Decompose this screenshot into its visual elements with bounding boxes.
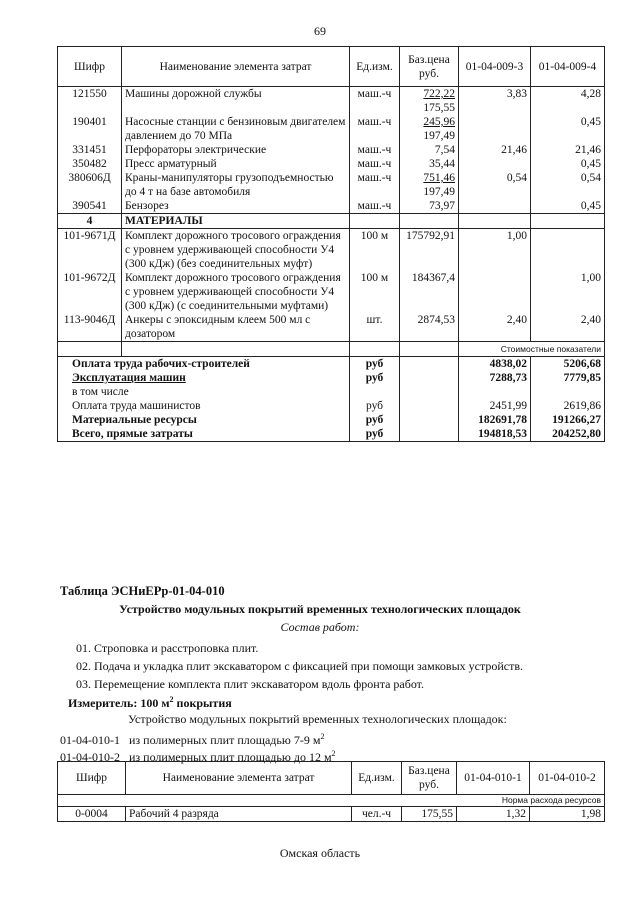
header-col-1: 01-04-010-1 bbox=[457, 762, 530, 795]
summary-unit: руб bbox=[350, 427, 400, 442]
work-item-2: 02. Подача и укладка плит экскаватором с фиксацией при помощи замковых устройств. bbox=[76, 659, 524, 673]
row-name: Краны-манипуляторы грузоподъемностью до 4 т на базе автомобиля bbox=[122, 171, 350, 199]
row-value-2: 21,46 bbox=[531, 143, 605, 157]
meter-line: Измеритель: 100 $м^2$ покрытия bbox=[68, 695, 232, 710]
price-secondary: 197,49 bbox=[423, 186, 455, 198]
row-unit: маш.-ч bbox=[350, 171, 400, 199]
summary-value-2: 191266,27 bbox=[531, 413, 605, 427]
material-row bbox=[58, 229, 605, 272]
row-code: 0-0004 bbox=[58, 807, 126, 822]
row-price: 175,55 bbox=[402, 807, 457, 822]
table2-subtitle: Устройство модульных покрытий временных технологических площадок bbox=[119, 602, 521, 616]
cost-table-1 bbox=[57, 46, 605, 442]
material-row bbox=[58, 313, 605, 342]
summary-row bbox=[58, 427, 605, 442]
summary-value-2: 7779,85 bbox=[531, 371, 605, 385]
summary-label bbox=[58, 357, 350, 372]
summary-value-1: 7288,73 bbox=[459, 371, 531, 385]
row-unit: маш.-ч bbox=[350, 157, 400, 171]
table2-header-row bbox=[58, 762, 605, 795]
header-price: Баз.цена руб. bbox=[400, 47, 459, 87]
row-value-1 bbox=[459, 271, 531, 313]
header-name: Наименование элемента затрат bbox=[122, 47, 350, 87]
summary-value-2: 2619,86 bbox=[531, 399, 605, 413]
summary-row bbox=[58, 385, 605, 399]
row-price bbox=[400, 171, 459, 199]
summary-label bbox=[58, 385, 350, 399]
row-unit: 100 м bbox=[350, 271, 400, 313]
summary-unit: руб bbox=[350, 413, 400, 427]
summary-unit: руб bbox=[350, 357, 400, 372]
table-row bbox=[58, 115, 605, 143]
price-secondary: 175,55 bbox=[423, 102, 455, 114]
price-value: 245,96 bbox=[423, 116, 455, 128]
row-name: Бензорез bbox=[122, 199, 350, 214]
variant-1: 01-04-010-1 из полимерных плит площадью 7-9 $м^2$ bbox=[60, 732, 325, 747]
row-value-1: 1,00 bbox=[459, 229, 531, 272]
summary-row bbox=[58, 399, 605, 413]
summary-value-2: 204252,80 bbox=[531, 427, 605, 442]
summary-row bbox=[58, 413, 605, 427]
row-price bbox=[400, 115, 459, 143]
description: Устройство модульных покрытий временных технологических площадок: bbox=[128, 712, 507, 726]
variant-2: 01-04-010-2 из полимерных плит площадью до 12 $м^2$ bbox=[60, 749, 336, 764]
summary-label-text: Эксплуатация машин bbox=[72, 372, 186, 384]
work-item-3: 03. Перемещение комплекта плит экскаватором вдоль фронта работ. bbox=[76, 677, 425, 691]
header-code: Шифр bbox=[58, 762, 126, 795]
row-code: 390541 bbox=[58, 199, 122, 214]
summary-label-text: Всего, прямые затраты bbox=[72, 428, 193, 440]
header-price: Баз.цена руб. bbox=[402, 762, 457, 795]
work-heading: Состав работ: bbox=[280, 620, 360, 634]
summary-row bbox=[58, 371, 605, 385]
row-name: Комплект дорожного тросового ограждения с уровнем удерживающей способности У4 (300 кДж) (с соединительными муфтами) bbox=[122, 271, 350, 313]
price-value: 722,22 bbox=[423, 88, 455, 100]
summary-unit: руб bbox=[350, 399, 400, 413]
header-unit: Ед.изм. bbox=[352, 762, 402, 795]
row-unit: чел.-ч bbox=[352, 807, 402, 822]
row-name: Пресс арматурный bbox=[122, 157, 350, 171]
row-price bbox=[400, 143, 459, 157]
row-value-1: 0,54 bbox=[459, 171, 531, 199]
header-name: Наименование элемента затрат bbox=[126, 762, 352, 795]
row-code: 380606Д bbox=[58, 171, 122, 199]
cost-indicators-label: Стоимостные показатели bbox=[459, 342, 605, 357]
row-value-2: 1,00 bbox=[531, 271, 605, 313]
table-header-row bbox=[58, 47, 605, 87]
row-value-1: 3,83 bbox=[459, 87, 531, 116]
footer-region: Омская область bbox=[279, 846, 361, 860]
row-name: Комплект дорожного тросового ограждения с уровнем удерживающей способности У4 (300 кДж) (без соединительных муфт) bbox=[122, 229, 350, 272]
table-row bbox=[58, 807, 605, 822]
row-unit: маш.-ч bbox=[350, 143, 400, 157]
section-row bbox=[58, 214, 605, 229]
row-unit: маш.-ч bbox=[350, 199, 400, 214]
row-code: 331451 bbox=[58, 143, 122, 157]
summary-unit bbox=[350, 385, 400, 399]
row-value-1 bbox=[459, 199, 531, 214]
row-value-2: 0,45 bbox=[531, 115, 605, 143]
header-unit: Ед.изм. bbox=[350, 47, 400, 87]
summary-label-text: в том числе bbox=[72, 386, 129, 398]
row-price bbox=[400, 157, 459, 171]
row-price: 2874,53 bbox=[400, 313, 459, 342]
cost-indicators-row bbox=[58, 342, 605, 357]
summary-value-1 bbox=[459, 385, 531, 399]
table2-title: Таблица ЭСНиЕРр-01-04-010 bbox=[60, 584, 225, 598]
row-value-2: 2,40 bbox=[531, 313, 605, 342]
summary-value-1: 2451,99 bbox=[459, 399, 531, 413]
row-value-2 bbox=[531, 229, 605, 272]
row-code: 350482 bbox=[58, 157, 122, 171]
table-row bbox=[58, 171, 605, 199]
row-value-2: 0,45 bbox=[531, 157, 605, 171]
summary-label-text: Оплата труда рабочих-строителей bbox=[72, 358, 250, 370]
row-price: 184367,4 bbox=[400, 271, 459, 313]
summary-row bbox=[58, 357, 605, 372]
summary-value-2: 5206,68 bbox=[531, 357, 605, 372]
summary-label-text: Материальные ресурсы bbox=[72, 414, 197, 426]
row-unit: шт. bbox=[350, 313, 400, 342]
row-value-1: 2,40 bbox=[459, 313, 531, 342]
header-col-2: 01-04-009-4 bbox=[531, 47, 605, 87]
table-row bbox=[58, 157, 605, 171]
table-row bbox=[58, 143, 605, 157]
row-name: Машины дорожной службы bbox=[122, 87, 350, 116]
row-name: Насосные станции с бензиновым двигателем давлением до 70 МПа bbox=[122, 115, 350, 143]
row-unit: маш.-ч bbox=[350, 115, 400, 143]
norm-row bbox=[58, 795, 605, 807]
row-value-2: 4,28 bbox=[531, 87, 605, 116]
summary-unit: руб bbox=[350, 371, 400, 385]
summary-value-1: 182691,78 bbox=[459, 413, 531, 427]
row-value-1: 21,46 bbox=[459, 143, 531, 157]
norm-label: Норма расхода ресурсов bbox=[58, 795, 605, 807]
row-value-2: 0,54 bbox=[531, 171, 605, 199]
row-code: 101-9671Д bbox=[58, 229, 122, 272]
page-number: 69 bbox=[314, 24, 326, 38]
summary-label-text: Оплата труда машинистов bbox=[72, 400, 201, 412]
row-code: 113-9046Д bbox=[58, 313, 122, 342]
row-unit: 100 м bbox=[350, 229, 400, 272]
row-price bbox=[400, 87, 459, 116]
row-value-1: 1,32 bbox=[457, 807, 530, 822]
table-row bbox=[58, 87, 605, 116]
row-code: 101-9672Д bbox=[58, 271, 122, 313]
row-name: Рабочий 4 разряда bbox=[126, 807, 352, 822]
price-value: 7,54 bbox=[434, 144, 455, 156]
row-code: 190401 bbox=[58, 115, 122, 143]
row-value-1 bbox=[459, 115, 531, 143]
resource-table-2 bbox=[57, 761, 605, 822]
work-item-1: 01. Строповка и расстроповка плит. bbox=[76, 641, 259, 655]
material-row bbox=[58, 271, 605, 313]
summary-value-2 bbox=[531, 385, 605, 399]
price-value: 751,46 bbox=[423, 172, 455, 184]
price-secondary: 197,49 bbox=[423, 130, 455, 142]
summary-value-1: 194818,53 bbox=[459, 427, 531, 442]
summary-label bbox=[58, 413, 350, 427]
summary-value-1: 4838,02 bbox=[459, 357, 531, 372]
section-code: 4 bbox=[58, 214, 122, 229]
row-price bbox=[400, 199, 459, 214]
row-code: 121550 bbox=[58, 87, 122, 116]
header-code: Шифр bbox=[58, 47, 122, 87]
summary-label bbox=[58, 371, 350, 385]
row-name: Перфораторы электрические bbox=[122, 143, 350, 157]
row-value-2: 1,98 bbox=[530, 807, 605, 822]
row-value-1 bbox=[459, 157, 531, 171]
row-name: Анкеры с эпоксидным клеем 500 мл с дозатором bbox=[122, 313, 350, 342]
header-col-1: 01-04-009-3 bbox=[459, 47, 531, 87]
price-value: 35,44 bbox=[429, 158, 455, 170]
header-col-2: 01-04-010-2 bbox=[530, 762, 605, 795]
row-price: 175792,91 bbox=[400, 229, 459, 272]
summary-label bbox=[58, 399, 350, 413]
summary-label bbox=[58, 427, 350, 442]
price-value: 73,97 bbox=[429, 200, 455, 212]
row-unit: маш.-ч bbox=[350, 87, 400, 116]
row-value-2: 0,45 bbox=[531, 199, 605, 214]
section-name: МАТЕРИАЛЫ bbox=[122, 214, 350, 229]
table-row bbox=[58, 199, 605, 214]
